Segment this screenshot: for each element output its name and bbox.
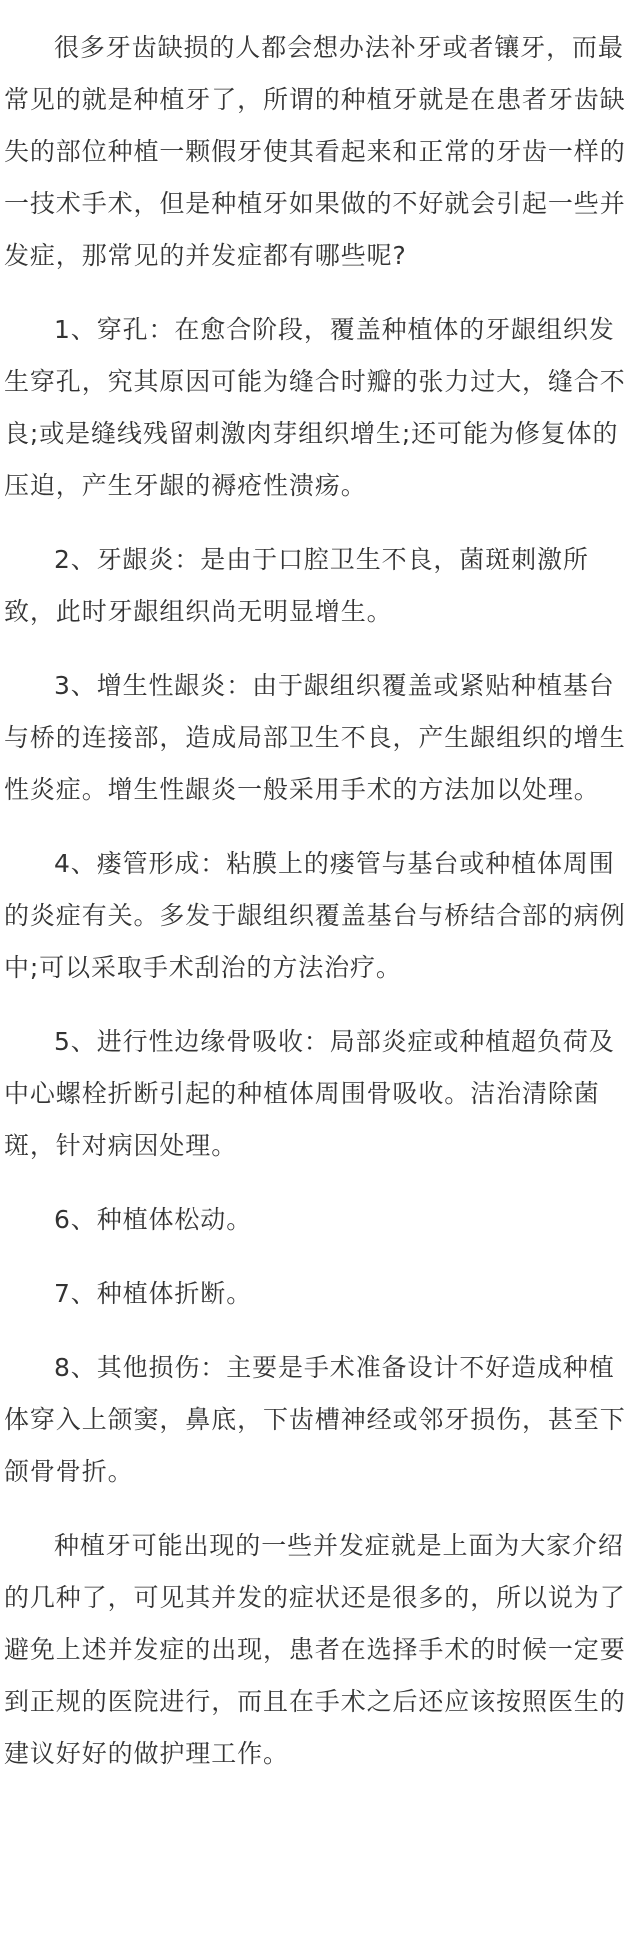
conclusion-paragraph: 种植牙可能出现的一些并发症就是上面为大家介绍的几种了，可见其并发的症状还是很多的，所以说为了避免上述并发症的出现，患者在选择手术的时候一定要到正规的医院进行，而且在手术之后还应该按照医生的建议好好的做护理工作。 [4,1531,626,1768]
complication-bone-resorption: 5、进行性边缘骨吸收：局部炎症或种植超负荷及中心螺栓折断引起的种植体周围骨吸收。洁治清除菌斑，针对病因处理。 [4,1027,615,1160]
intro-paragraph: 很多牙齿缺损的人都会想办法补牙或者镶牙，而最常见的就是种植牙了，所谓的种植牙就是在患者牙齿缺失的部位种植一颗假牙使其看起来和正常的牙齿一样的一技术手术，但是种植牙如果做的不好就会引起一些并发症，那常见的并发症都有哪些呢? [4,33,626,270]
complication-perforation: 1、穿孔：在愈合阶段，覆盖种植体的牙龈组织发生穿孔，究其原因可能为缝合时瓣的张力过大，缝合不良;或是缝线残留刺激肉芽组织增生;还可能为修复体的压迫，产生牙龈的褥疮性溃疡。 [4,315,626,500]
complication-implant-fracture: 7、种植体折断。 [54,1279,253,1308]
complication-gingivitis: 2、牙龈炎：是由于口腔卫生不良，菌斑刺激所致，此时牙龈组织尚无明显增生。 [4,545,589,626]
complication-fistula: 4、瘘管形成：粘膜上的瘘管与基台或种植体周围的炎症有关。多发于龈组织覆盖基台与桥结合部的病例中;可以采取手术刮治的方法治疗。 [4,849,626,982]
complication-other-injuries: 8、其他损伤：主要是手术准备设计不好造成种植体穿入上颌窦，鼻底，下齿槽神经或邻牙损伤，甚至下颌骨骨折。 [4,1353,626,1486]
complication-hyperplastic-gingivitis: 3、增生性龈炎：由于龈组织覆盖或紧贴种植基台与桥的连接部，造成局部卫生不良，产生龈组织的增生性炎症。增生性龈炎一般采用手术的方法加以处理。 [4,671,626,804]
complication-implant-loosening: 6、种植体松动。 [54,1205,253,1234]
